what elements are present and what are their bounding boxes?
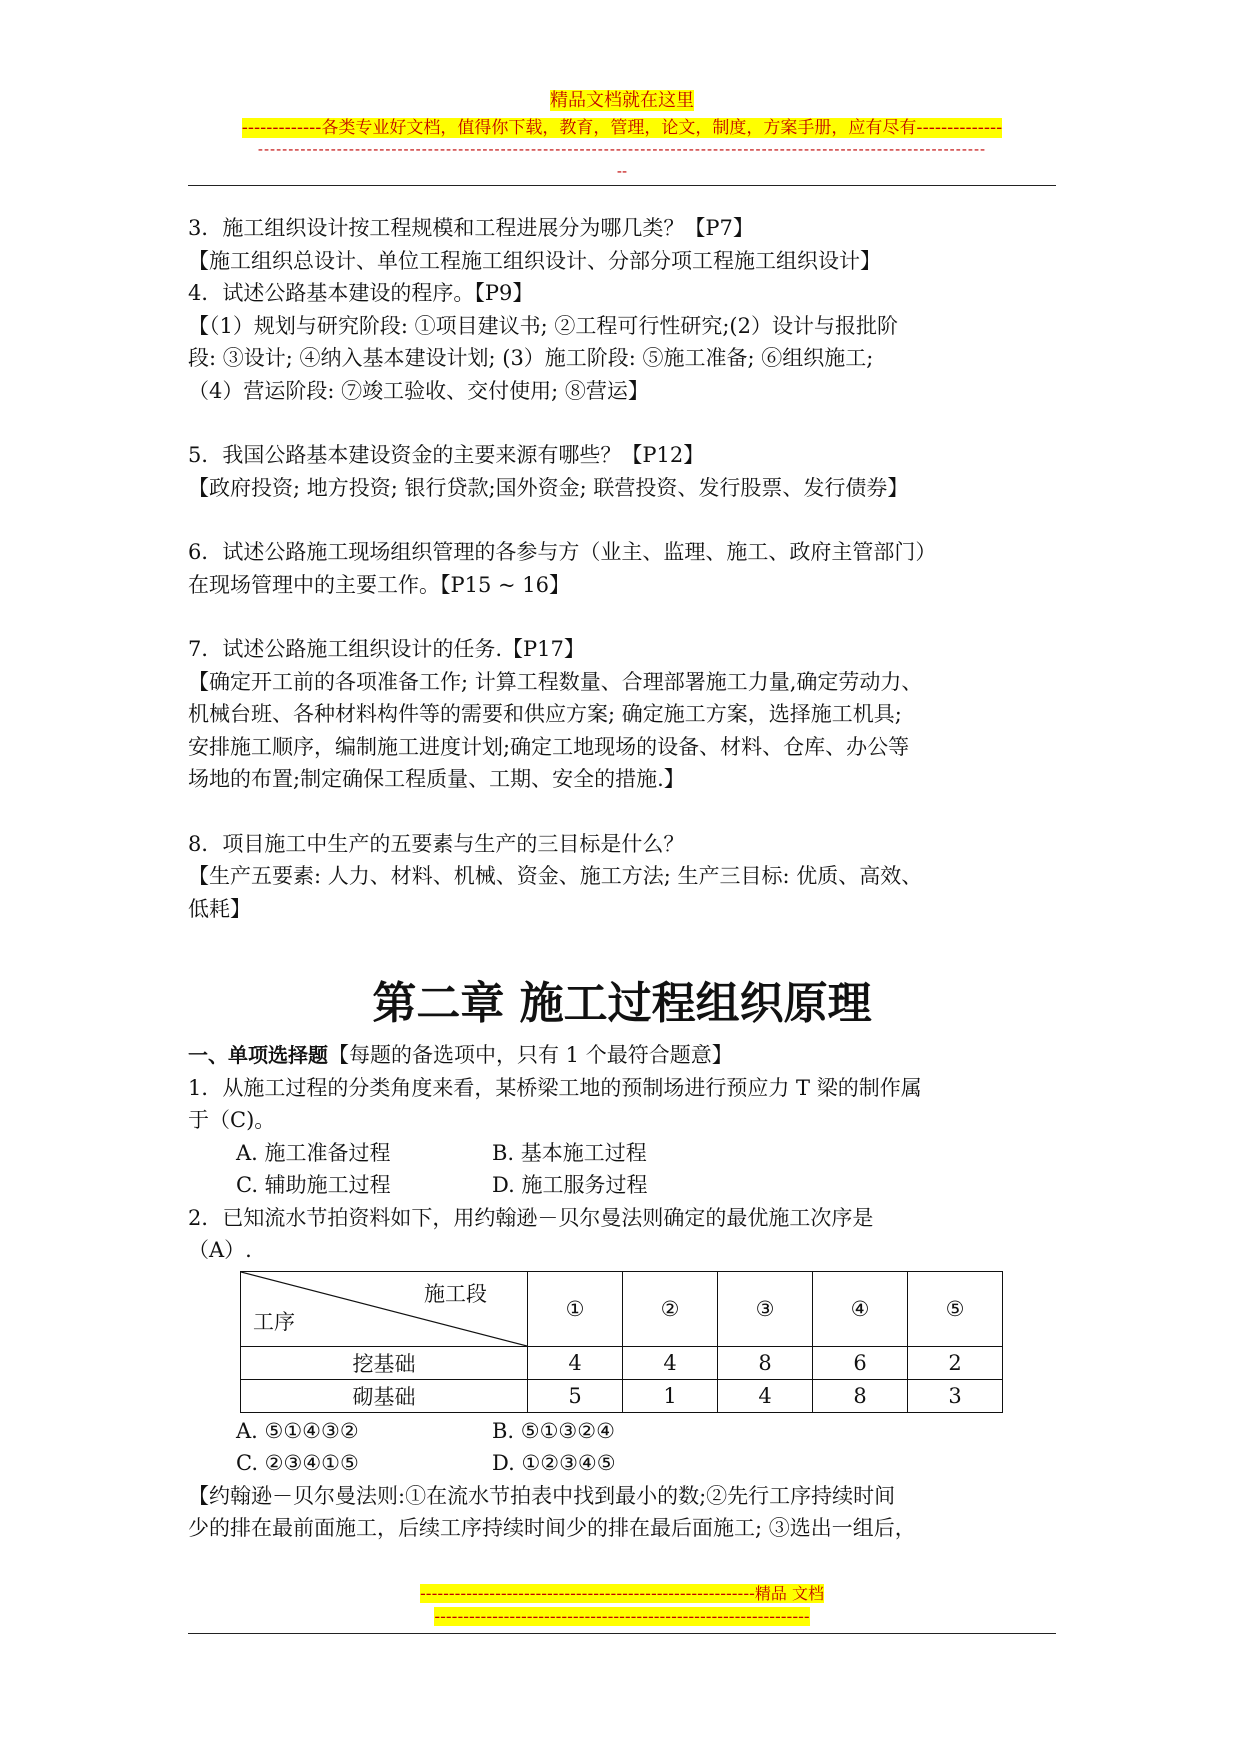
table-header-segment: 施工段 — [424, 1281, 487, 1306]
mc1-options-row-2 — [188, 1169, 1056, 1202]
table-cell: 1 — [623, 1379, 718, 1412]
header-line-1: 精品文档就在这里 — [550, 90, 694, 111]
question-6-cont: 在现场管理中的主要工作。【P15 ~ 16】 — [188, 572, 571, 597]
answer-5: 【政府投资; 地方投资; 银行贷款;国外资金; 联营投资、发行股票、发行债券】 — [188, 475, 909, 500]
header-dash-line: ------------------------------------------------------------------------------------------------------------------------ — [257, 140, 987, 158]
answer-7-line-2: 机械台班、各种材料构件等的需要和供应方案; 确定施工方案，选择施工机具; — [188, 702, 902, 726]
answer-8-line-1: 【生产五要素: 人力、材料、机械、资金、施工方法; 生产三目标: 优质、高效、 — [188, 864, 923, 888]
table-cell: 4 — [623, 1346, 718, 1379]
mc1-option-b: B. 基本施工过程 — [492, 1140, 647, 1165]
mc2-option-c: C. ②③④①⑤ — [236, 1451, 359, 1475]
mc2-option-b: B. ⑤①③②④ — [492, 1418, 615, 1443]
chapter-title: 第二章 施工过程组织原理 — [372, 978, 872, 1029]
header-line-2: -------------各类专业好文档，值得你下载，教育，管理，论文，制度，方案手册，应有尽有-------------- — [241, 118, 1003, 138]
footer-rule — [188, 1633, 1056, 1634]
segment-5: ⑤ — [908, 1271, 1003, 1346]
question-6: 6．试述公路施工现场组织管理的各参与方（业主、监理、施工、政府主管部门） — [188, 540, 937, 564]
flow-beat-table — [240, 1271, 1003, 1413]
answer-4-line-1: 【（1）规划与研究阶段: ①项目建议书; ②工程可行性研究;(2）设计与报批阶 — [188, 313, 898, 338]
table-cell: 4 — [718, 1379, 813, 1412]
table-row — [241, 1346, 1003, 1379]
table-cell: 5 — [528, 1379, 623, 1412]
mc2-options-row-1 — [188, 1415, 1056, 1448]
table-header-row — [241, 1271, 1003, 1346]
question-4: 4．试述公路基本建设的程序。【P9】 — [188, 281, 534, 305]
table-corner-cell — [241, 1271, 528, 1346]
mc1-option-c: C. 辅助施工过程 — [236, 1173, 391, 1197]
row-label: 挖基础 — [241, 1346, 528, 1379]
spacer — [188, 601, 1056, 633]
mc2-option-a: A. ⑤①④③② — [236, 1418, 359, 1443]
answer-4-line-2: 段: ③设计; ④纳入基本建设计划; (3）施工阶段: ⑤施工准备; ⑥组织施工; — [188, 346, 874, 370]
segment-2: ② — [623, 1271, 718, 1346]
answer-8-line-2: 低耗】 — [188, 896, 251, 921]
spacer — [188, 796, 1056, 828]
table-cell: 3 — [908, 1379, 1003, 1412]
spacer — [188, 407, 1056, 439]
mc2-stem-line-2: （A）. — [188, 1238, 252, 1262]
segment-1: ① — [528, 1271, 623, 1346]
section-heading — [188, 1039, 1056, 1072]
rule-explanation-line-1: 【约翰逊－贝尔曼法则:①在流水节拍表中找到最小的数;②先行工序持续时间 — [188, 1483, 896, 1508]
section-label: 一、单项选择题 — [188, 1043, 328, 1067]
mc2-stem-line-1: 2．已知流水节拍资料如下，用约翰逊－贝尔曼法则确定的最优施工次序是 — [188, 1205, 874, 1230]
segment-4: ④ — [813, 1271, 908, 1346]
segment-3: ③ — [718, 1271, 813, 1346]
header-dash-line-end: -- — [616, 162, 628, 180]
mc1-options-row-1 — [188, 1137, 1056, 1170]
footer-line-1: ----------------------------------------------------------精品 文档 — [420, 1584, 824, 1603]
question-8: 8．项目施工中生产的五要素与生产的三目标是什么？ — [188, 831, 685, 856]
mc1-option-a: A. 施工准备过程 — [236, 1140, 391, 1165]
answer-4-line-3: （4）营运阶段: ⑦竣工验收、交付使用; ⑧营运】 — [188, 378, 649, 403]
table-cell: 8 — [813, 1379, 908, 1412]
answer-7-line-4: 场地的布置;制定确保工程质量、工期、安全的措施.】 — [188, 767, 685, 791]
table-cell: 4 — [528, 1346, 623, 1379]
document-body — [188, 212, 1056, 1545]
mc1-stem-line-2: 于（C)。 — [188, 1108, 276, 1132]
section-note: 【每题的备选项中，只有 1 个最符合题意】 — [328, 1043, 733, 1067]
mc1-stem-line-1: 1．从施工过程的分类角度来看，某桥梁工地的预制场进行预应力 T 梁的制作属 — [188, 1075, 922, 1100]
footer-line-2: ----------------------------------------------------------------- — [434, 1607, 810, 1626]
spacer — [188, 504, 1056, 536]
answer-7-line-1: 【确定开工前的各项准备工作; 计算工程数量、合理部署施工力量,确定劳动力、 — [188, 669, 923, 694]
mc2-option-d: D. ①②③④⑤ — [492, 1451, 616, 1475]
row-label: 砌基础 — [241, 1379, 528, 1412]
answer-3: 【施工组织总设计、单位工程施工组织设计、分部分项工程施工组织设计】 — [188, 248, 881, 273]
table-cell: 8 — [718, 1346, 813, 1379]
header-rule — [188, 185, 1056, 186]
table-row — [241, 1379, 1003, 1412]
question-7: 7．试述公路施工组织设计的任务.【P17】 — [188, 637, 585, 661]
table-cell: 2 — [908, 1346, 1003, 1379]
answer-7-line-3: 安排施工顺序，编制施工进度计划;确定工地现场的设备、材料、仓库、办公等 — [188, 734, 910, 759]
mc1-option-d: D. 施工服务过程 — [492, 1173, 648, 1197]
rule-explanation-line-2: 少的排在最前面施工，后续工序持续时间少的排在最后面施工; ③选出一组后， — [188, 1516, 916, 1540]
mc2-options-row-2 — [188, 1447, 1056, 1480]
question-3: 3．施工组织设计按工程规模和工程进展分为哪几类？【P7】 — [188, 216, 754, 240]
table-cell: 6 — [813, 1346, 908, 1379]
question-5: 5．我国公路基本建设资金的主要来源有哪些？【P12】 — [188, 443, 705, 467]
table-header-process: 工序 — [253, 1309, 295, 1334]
